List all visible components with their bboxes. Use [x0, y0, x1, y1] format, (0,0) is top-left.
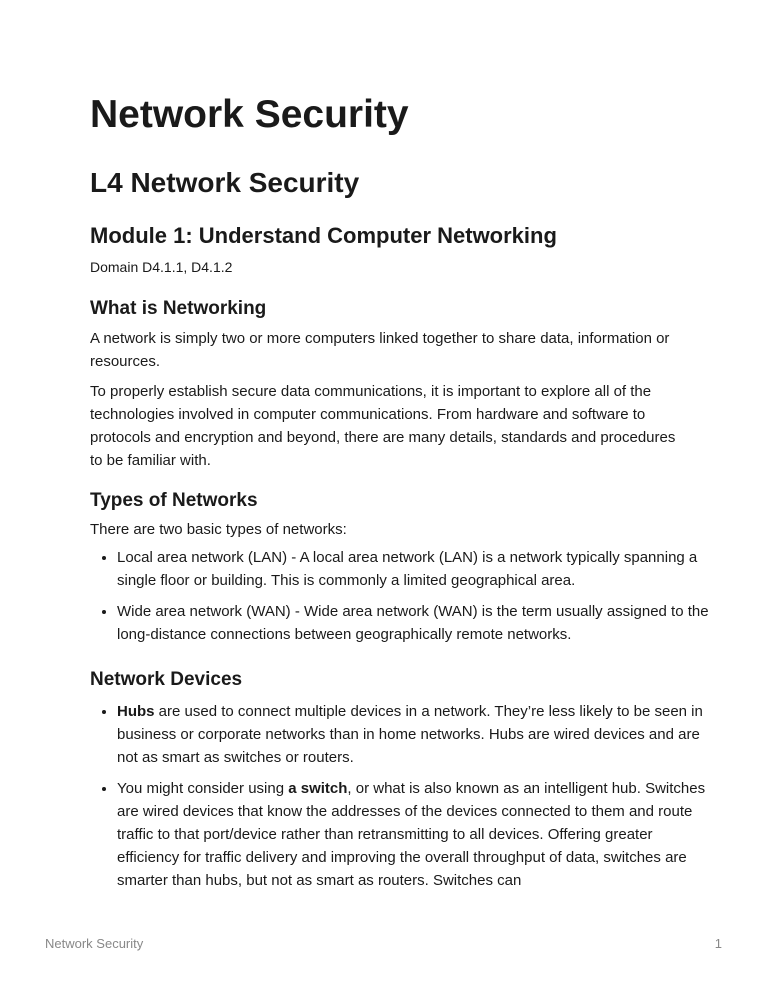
- bold-term: Hubs: [117, 703, 155, 720]
- bold-term: a switch: [288, 780, 348, 797]
- page-number: 1: [714, 936, 722, 951]
- paragraph: To properly establish secure data communications, it is important to explore all of the technologies involved in computer communications. From hardware and software to protocols and encryption and beyond, there are many details, standards and procedures to be familiar with.: [90, 383, 676, 469]
- section-heading-network-devices: Network Devices: [90, 669, 243, 690]
- text: are used to connect multiple devices in a network. They’re less likely to be seen in business or corporate networks than in home networks. Hubs are wired devices and are not as smart as switches or routers.: [117, 703, 703, 766]
- paragraph: A network is simply two or more computers linked together to share data, information or resources.: [90, 330, 670, 370]
- paragraph: There are two basic types of networks:: [90, 521, 347, 538]
- section-heading-types-of-networks: Types of Networks: [90, 490, 258, 511]
- text: You might consider using: [117, 780, 289, 797]
- network-devices-list: [90, 700, 709, 900]
- section-heading-what-is-networking: What is Networking: [90, 298, 267, 319]
- list-item: • Wide area network (WAN) - Wide area network (WAN) is the term usually assigned to the long-distance connections between geographically remote networks.: [117, 600, 709, 646]
- text: , or what is also known as an intelligent hub. Switches are wired devices that know the addresses of the devices connected to them and route traffic to that port/device rather than retransmitting to all devices. Offering greater efficiency for traffic delivery and improving the overall throughput of data, switches are smarter than hubs, but not as smart as routers. Switches can: [117, 780, 706, 889]
- domain-text: Domain D4.1.1, D4.1.2: [90, 259, 233, 275]
- module-heading: Module 1: Understand Computer Networking: [90, 223, 557, 248]
- list-item: [117, 700, 709, 769]
- subtitle: L4 Network Security: [90, 167, 360, 198]
- page-title: Network Security: [90, 93, 409, 136]
- network-types-list: [90, 546, 709, 654]
- list-item: [117, 777, 709, 892]
- list-item: • Local area network (LAN) - A local area network (LAN) is a network typically spanning a single floor or building. This is commonly a limited geographical area.: [117, 546, 709, 592]
- footer-title: Network Security: [45, 936, 144, 951]
